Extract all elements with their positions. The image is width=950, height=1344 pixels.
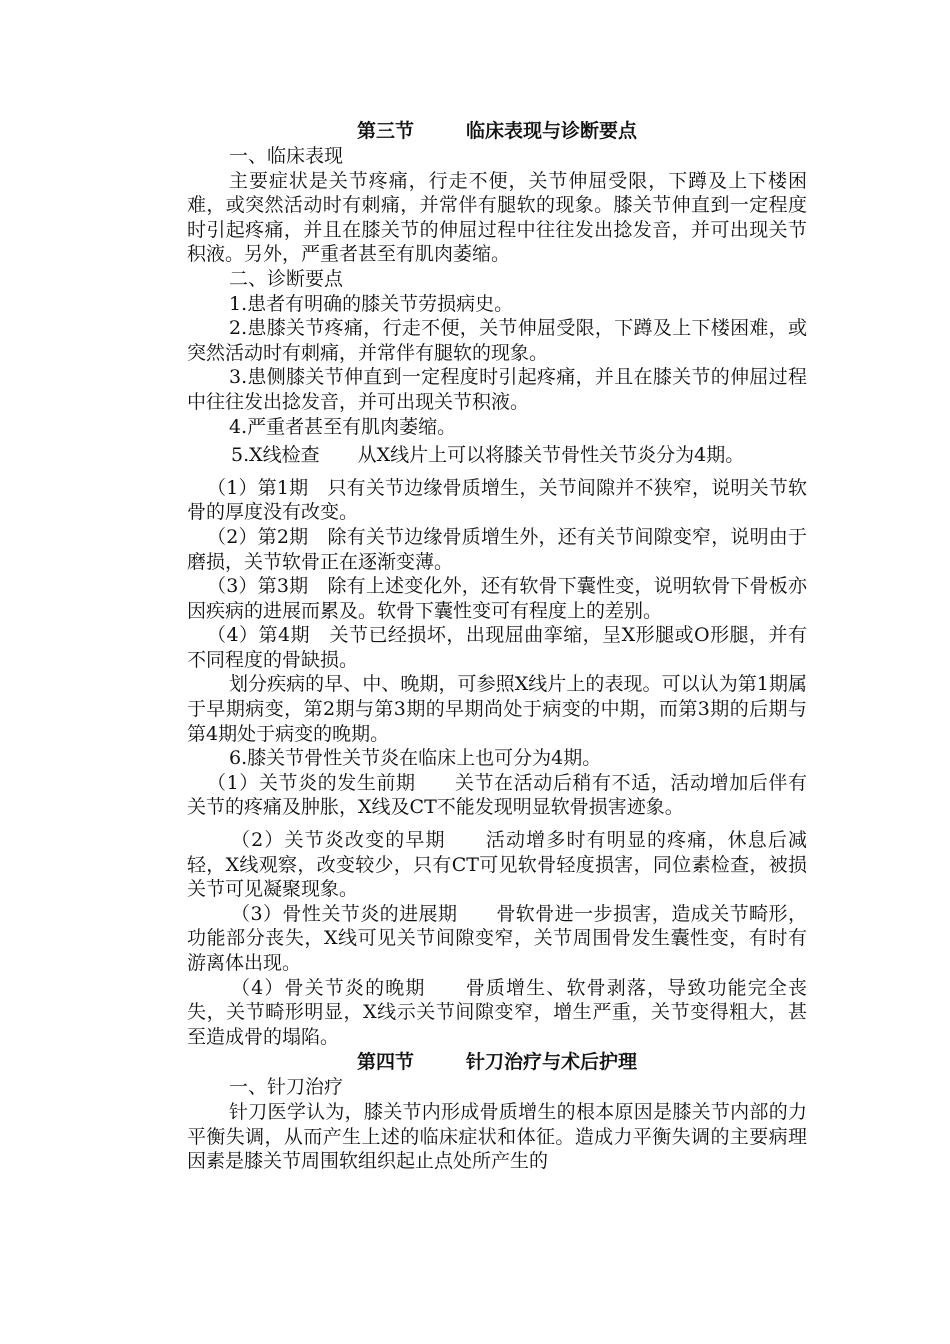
- xray-stage-1: （1）第1期 只有关节边缘骨质增生，关节间隙并不狭窄，说明关节软骨的厚度没有改变。: [187, 476, 807, 524]
- section3-title: 临床表现与诊断要点: [466, 120, 638, 142]
- clinical-stage-2: （2）关节炎改变的早期 活动增多时有明显的疼痛，休息后减轻，X线观察，改变较少，只有CT可见软骨轻度损害，同位素检查，被损关节可见凝聚现象。: [187, 829, 807, 901]
- section4-paragraph-1: 针刀医学认为，膝关节内形成骨质增生的根本原因是膝关节内部的力平衡失调，从而产生上述的临床症状和体征。造成力平衡失调的主要病理因素是膝关节周围软组织起止点处所产生的: [187, 1100, 807, 1173]
- section3-number: 第三节: [356, 120, 414, 142]
- diagnosis-item-2: 2.患膝关节疼痛，行走不便，关节伸屈受限，下蹲及上下楼困难，或突然活动时有刺痛，并常伴有腿软的现象。: [187, 317, 807, 364]
- diagnosis-item-1: 1.患者有明确的膝关节劳损病史。: [229, 292, 514, 315]
- diagnosis-item-4: 4.严重者甚至有肌肉萎缩。: [229, 415, 457, 438]
- section4-heading: [187, 1049, 807, 1075]
- clinical-stage-4: （4）骨关节炎的晚期 骨质增生、软骨剥落，导致功能完全丧失，关节畸形明显，X线示关节间隙变窄，增生严重，关节变得粗大，甚至造成骨的塌陷。: [187, 976, 807, 1048]
- document-page: [187, 118, 807, 1174]
- section4-title: 针刀治疗与术后护理: [466, 1051, 638, 1074]
- section3-subheading-2: 二、诊断要点: [229, 267, 344, 290]
- diagnosis-item-3: 3.患侧膝关节伸直到一定程度时引起疼痛，并且在膝关节的伸屈过程中往往发出捻发音，并可出现关节积液。: [187, 366, 807, 413]
- section4-number: 第四节: [356, 1051, 414, 1074]
- xray-summary: 划分疾病的早、中、晚期，可参照X线片上的表现。可以认为第1期属于早期病变，第2期与第3期的早期尚处于病变的中期，而第3期的后期与第4期处于病变的晚期。: [187, 673, 807, 745]
- diagnosis-item-5: 5.X线检查 从X线片上可以将膝关节骨性关节炎分为4期。: [231, 444, 745, 467]
- section3-heading: [187, 118, 807, 144]
- section3-subheading-1: 一、临床表现: [229, 145, 344, 167]
- xray-stage-3: （3）第3期 除有上述变化外，还有软骨下囊性变，说明软骨下骨板亦因疾病的进展而累及。软骨下囊性变可有程度上的差别。: [187, 575, 807, 622]
- section3-paragraph-1: 主要症状是关节疼痛，行走不便，关节伸屈受限，下蹲及上下楼困难，或突然活动时有刺痛，并常伴有腿软的现象。膝关节伸直到一定程度时引起疼痛，并且在膝关节的伸屈过程中往往发出捻发音，并可出现关节积液。另外，严重者甚至有肌肉萎缩。: [187, 169, 807, 266]
- section4-subheading-1: 一、针刀治疗: [229, 1076, 344, 1099]
- xray-stage-2: （2）第2期 除有关节边缘骨质增生外，还有关节间隙变窄，说明由于磨损，关节软骨正在逐渐变薄。: [187, 525, 807, 573]
- xray-stage-4: （4）第4期 关节已经损坏，出现屈曲挛缩，呈X形腿或O形腿，并有不同程度的骨缺损。: [187, 624, 807, 671]
- diagnosis-item-6: 6.膝关节骨性关节炎在临床上也可分为4期。: [229, 747, 602, 770]
- clinical-stage-3: （3）骨性关节炎的进展期 骨软骨进一步损害，造成关节畸形，功能部分丧失，X线可见关节间隙变窄，关节周围骨发生囊性变，有时有游离体出现。: [187, 902, 807, 974]
- clinical-stage-1: （1）关节炎的发生前期 关节在活动后稍有不适，活动增加后伴有关节的疼痛及肿胀，X线及CT不能发现明显软骨损害迹象。: [187, 771, 807, 819]
